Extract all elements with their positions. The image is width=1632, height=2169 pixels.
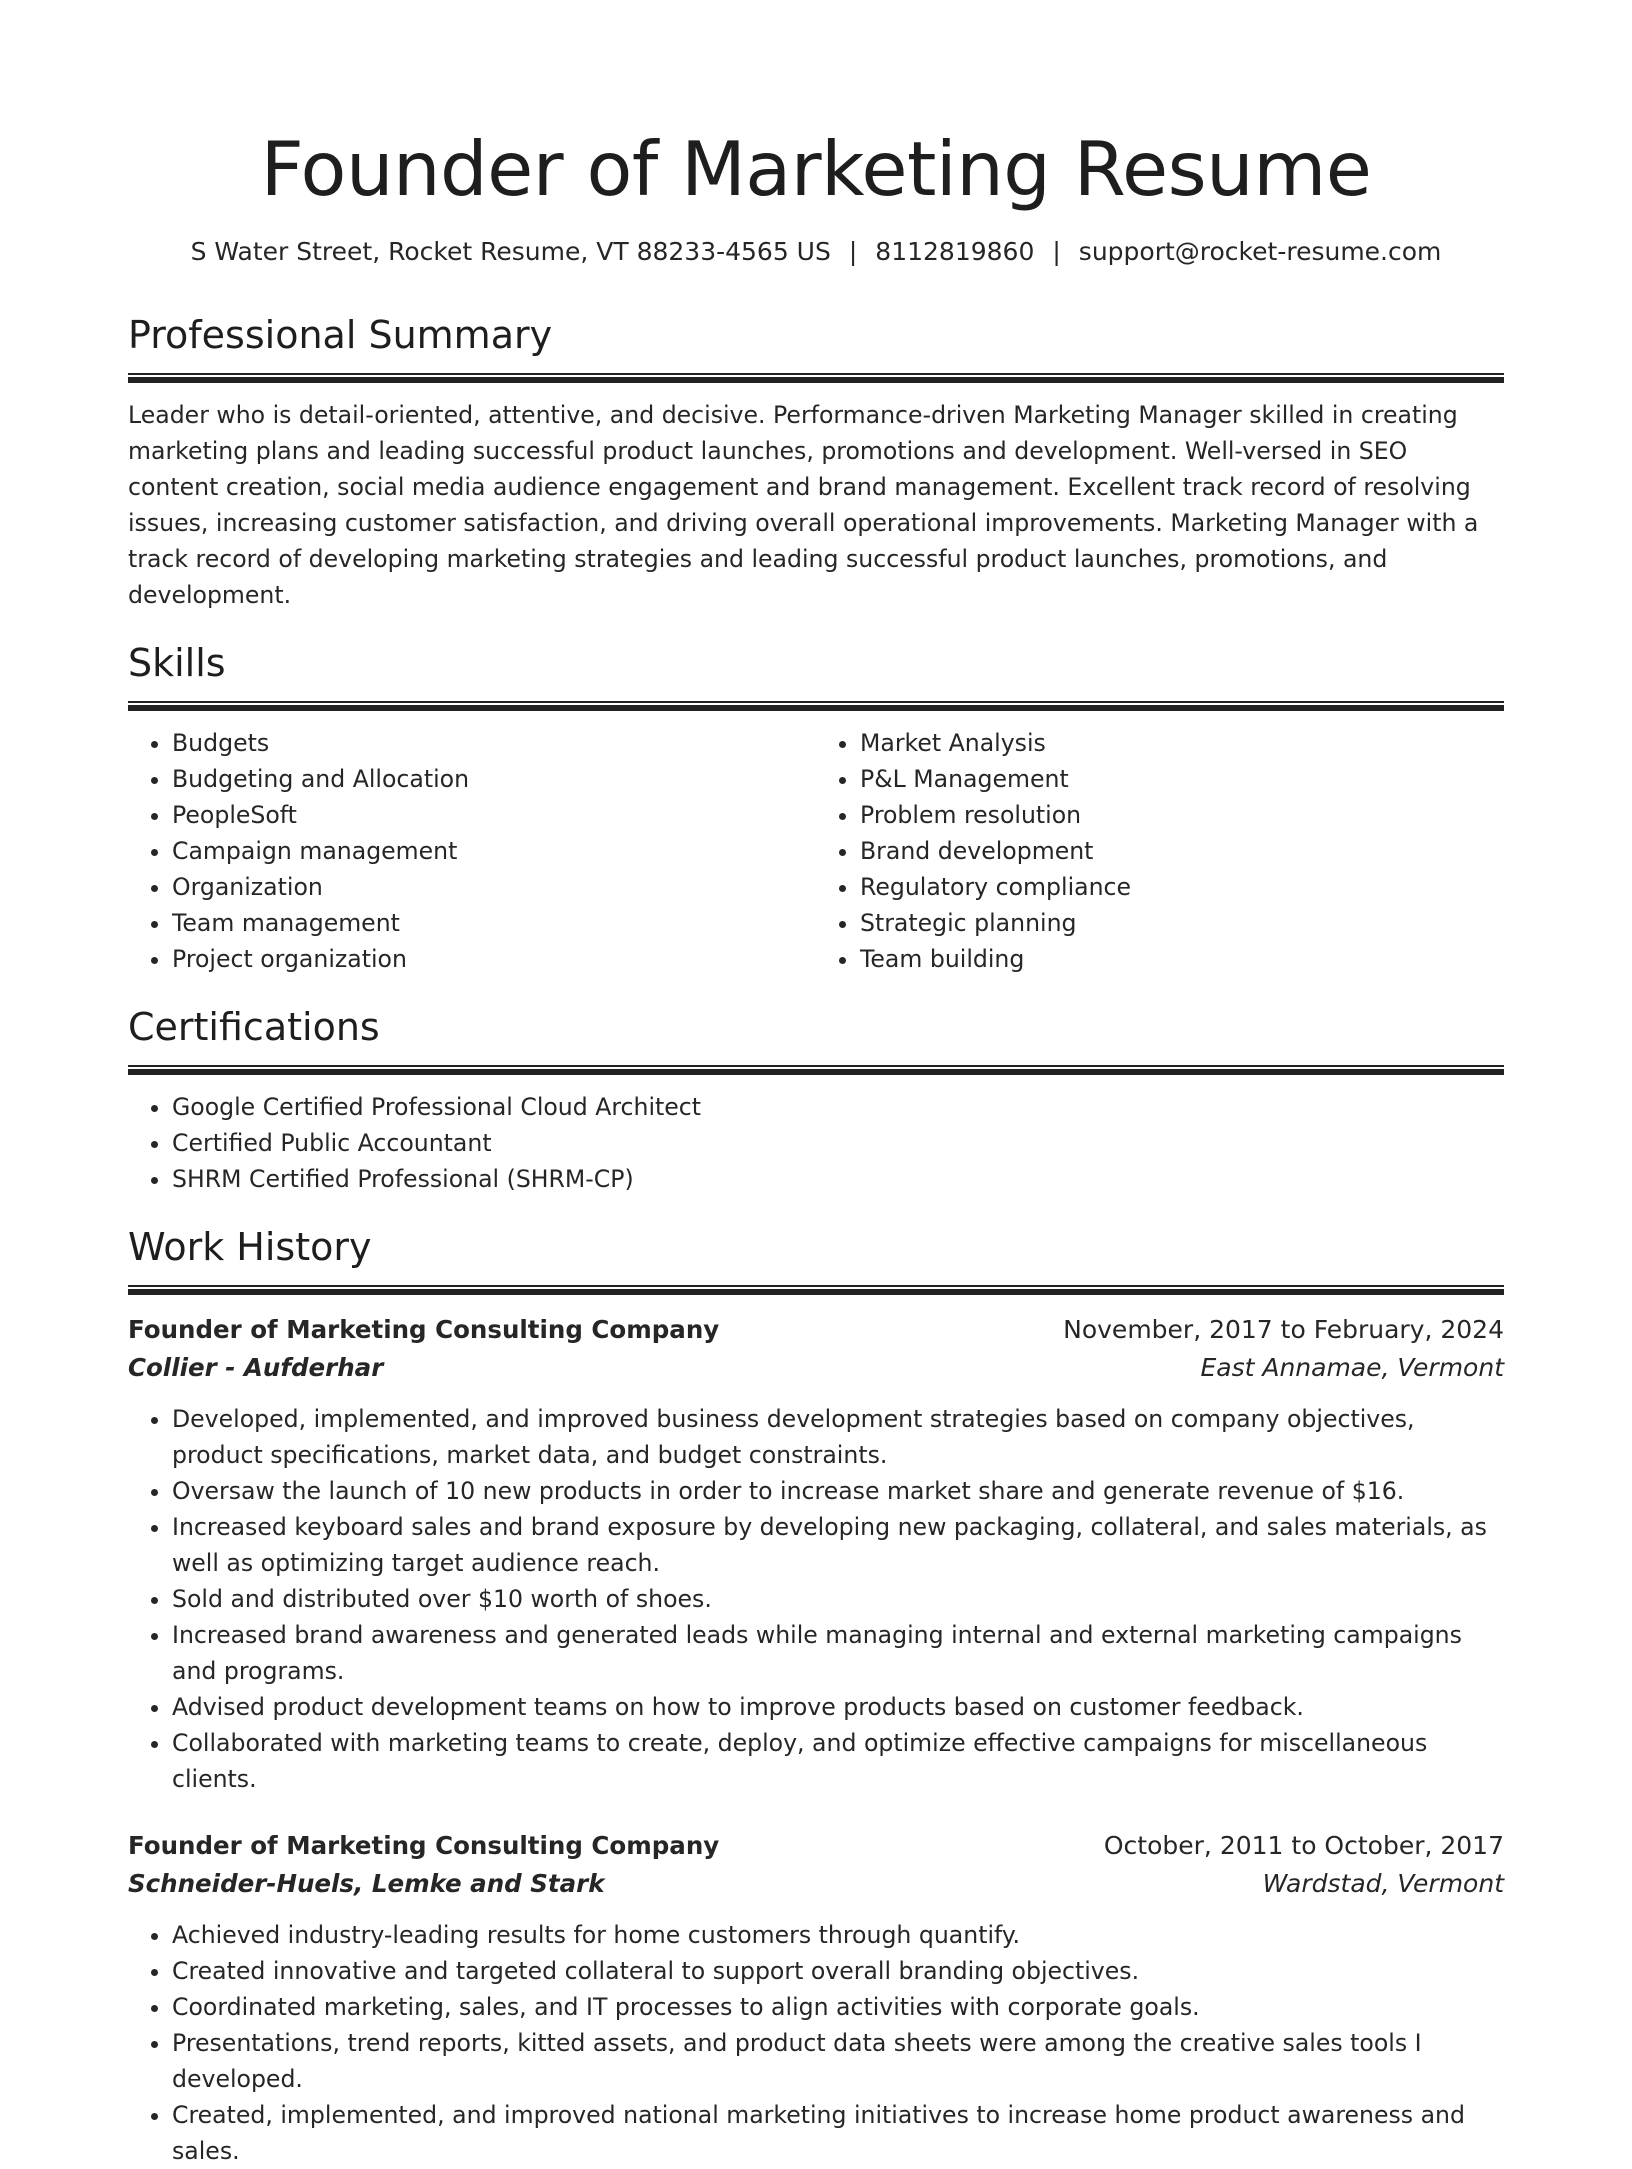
job-header xyxy=(128,1827,1504,1865)
skill-item: • Campaign management xyxy=(172,833,816,869)
job-company: Schneider-Huels, Lemke and Stark xyxy=(128,1869,605,1898)
skill-item: • Budgeting and Allocation xyxy=(172,761,816,797)
job-bullet: • Increased brand awareness and generated leads while managing internal and external marketing campaigns and programs. xyxy=(172,1617,1504,1689)
certification-item: • Certified Public Accountant xyxy=(172,1125,1504,1161)
certification-item: • SHRM Certified Professional (SHRM-CP) xyxy=(172,1161,1504,1197)
certifications-heading: Certifications xyxy=(128,1005,380,1049)
job-subheader xyxy=(128,1865,1504,1903)
skill-item: • P&L Management xyxy=(860,761,1504,797)
job-bullet: • Coordinated marketing, sales, and IT processes to align activities with corporate goals. xyxy=(172,1989,1504,2025)
job-bullet: • Created innovative and targeted collateral to support overall branding objectives. xyxy=(172,1953,1504,1989)
certifications-list xyxy=(128,1089,1504,1197)
certification-item: • Google Certified Professional Cloud Architect xyxy=(172,1089,1504,1125)
skills-list-left xyxy=(128,725,816,977)
job-bullet: • Increased keyboard sales and brand exposure by developing new packaging, collateral, and sales materials, as well as optimizing target audience reach. xyxy=(172,1509,1504,1581)
skill-item: • Regulatory compliance xyxy=(860,869,1504,905)
skill-item: • Team building xyxy=(860,941,1504,977)
job-entry xyxy=(128,1311,1504,1797)
section-divider xyxy=(128,1285,1504,1295)
resume-title: Founder of Marketing Resume xyxy=(260,125,1372,213)
job-bullet: • Achieved industry-leading results for home customers through quantify. xyxy=(172,1917,1504,1953)
skill-item: • PeopleSoft xyxy=(172,797,816,833)
skill-item: • Strategic planning xyxy=(860,905,1504,941)
job-bullet: • Collaborated with marketing teams to create, deploy, and optimize effective campaigns for miscellaneous clients. xyxy=(172,1725,1504,1797)
section-divider xyxy=(128,701,1504,711)
job-dates: November, 2017 to February, 2024 xyxy=(1063,1315,1504,1344)
certifications-section xyxy=(128,1003,1504,1197)
job-bullet: • Advised product development teams on how to improve products based on customer feedback. xyxy=(172,1689,1504,1725)
job-bullet: • Created, implemented, and improved national marketing initiatives to increase home product awareness and sales. xyxy=(172,2097,1504,2169)
contact-separator: | xyxy=(1052,237,1061,266)
contact-phone: 8112819860 xyxy=(875,237,1035,266)
contact-address: S Water Street, Rocket Resume, VT 88233-4565 US xyxy=(190,237,831,266)
skill-item: • Market Analysis xyxy=(860,725,1504,761)
skill-item: • Problem resolution xyxy=(860,797,1504,833)
job-header xyxy=(128,1311,1504,1349)
job-bullets xyxy=(128,1401,1504,1797)
job-bullet: • Oversaw the launch of 10 new products in order to increase market share and generate revenue of $16. xyxy=(172,1473,1504,1509)
job-bullets xyxy=(128,1917,1504,2169)
contact-separator: | xyxy=(848,237,858,266)
contact-line xyxy=(128,236,1504,268)
job-bullet: • Presentations, trend reports, kitted assets, and product data sheets were among the creative sales tools I developed. xyxy=(172,2025,1504,2097)
skills-heading: Skills xyxy=(128,641,226,685)
job-location: Wardstad, Vermont xyxy=(1262,1869,1504,1898)
work-history-section xyxy=(128,1223,1504,2169)
job-location: East Annamae, Vermont xyxy=(1200,1353,1504,1382)
job-bullet: • Developed, implemented, and improved business development strategies based on company objectives, product specifications, market data, and budget constraints. xyxy=(172,1401,1504,1473)
section-divider xyxy=(128,1065,1504,1075)
job-company: Collier - Aufderhar xyxy=(128,1353,384,1382)
skill-item: • Budgets xyxy=(172,725,816,761)
skills-section xyxy=(128,639,1504,977)
work-history-heading: Work History xyxy=(128,1225,372,1269)
skill-item: • Brand development xyxy=(860,833,1504,869)
job-title: Founder of Marketing Consulting Company xyxy=(128,1315,720,1344)
contact-email[interactable]: support@rocket-resume.com xyxy=(1078,237,1442,266)
resume-page xyxy=(128,0,1504,2169)
job-title: Founder of Marketing Consulting Company xyxy=(128,1831,720,1860)
job-subheader xyxy=(128,1349,1504,1387)
summary-heading: Professional Summary xyxy=(128,313,553,357)
skill-item: • Project organization xyxy=(172,941,816,977)
job-entry xyxy=(128,1827,1504,2169)
skills-grid xyxy=(128,725,1504,977)
section-divider xyxy=(128,373,1504,383)
summary-section xyxy=(128,311,1504,613)
job-bullet: • Sold and distributed over $10 worth of shoes. xyxy=(172,1581,1504,1617)
skills-list-right xyxy=(816,725,1504,977)
summary-text: Leader who is detail-oriented, attentive, and decisive. Performance-driven Marketing Manager skilled in creating marketing plans and leading successful product launches, promotions and development. Well-versed in SEO content creation, social media audience engagement and brand management. Excellent track record of resolving issues, increasing customer satisfaction, and driving overall operational improvements. Marketing Manager with a track record of developing marketing strategies and leading successful product launches, promotions, and development. xyxy=(128,401,1479,609)
skill-item: • Team management xyxy=(172,905,816,941)
job-dates: October, 2011 to October, 2017 xyxy=(1103,1831,1504,1860)
skill-item: • Organization xyxy=(172,869,816,905)
